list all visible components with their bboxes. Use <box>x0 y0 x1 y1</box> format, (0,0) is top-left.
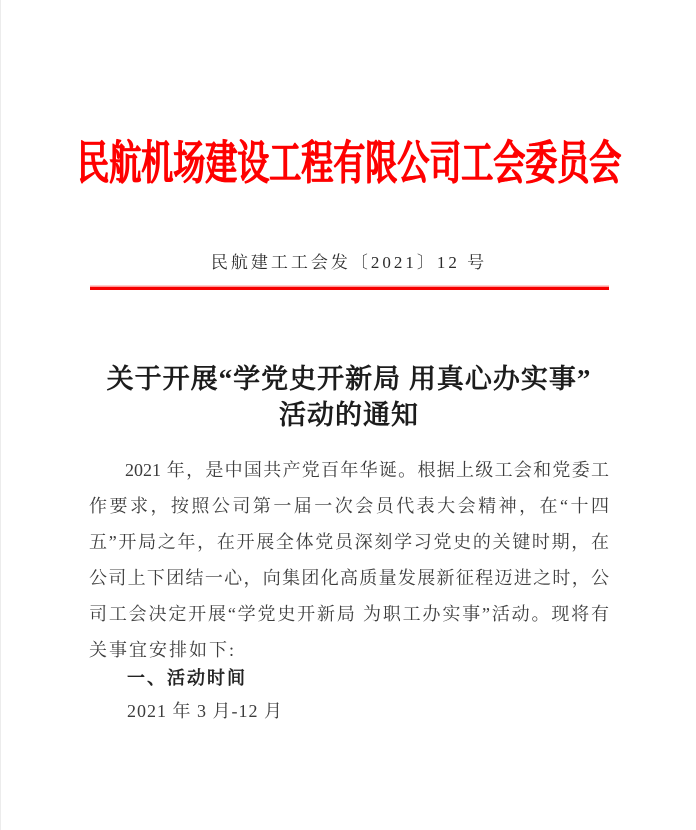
section-one <box>89 662 609 728</box>
body-line: 关事宜安排如下: <box>89 640 237 660</box>
document-body <box>89 452 609 668</box>
body-line: 公司上下团结一心，向集团化高质量发展新征程迈进之时，公 <box>89 568 609 588</box>
body-line: 2021 年，是中国共产党百年华诞。根据上级工会和党委工 <box>125 460 609 480</box>
section-one-heading: 一、活动时间 <box>127 668 247 688</box>
org-header-title: 民航机场建设工程有限公司工会委员会 <box>76 136 621 189</box>
body-line: 司工会决定开展“学党史开新局 为职工办实事”活动。现将有 <box>89 604 609 624</box>
section-one-date: 2021 年 3 月-12 月 <box>127 701 283 721</box>
notice-title-line2: 活动的通知 <box>279 400 419 430</box>
notice-title <box>1 361 696 433</box>
red-separator-rule <box>90 287 609 290</box>
notice-title-line1: 关于开展“学党史开新局 用真心办实事” <box>106 364 592 394</box>
body-line: 作要求，按照公司第一届一次会员代表大会精神，在“十四 <box>89 496 609 516</box>
body-line: 五”开局之年，在开展全体党员深刻学习党史的关键时期，在 <box>89 532 609 552</box>
doc-number: 民航建工工会发〔2021〕12 号 <box>210 253 488 272</box>
